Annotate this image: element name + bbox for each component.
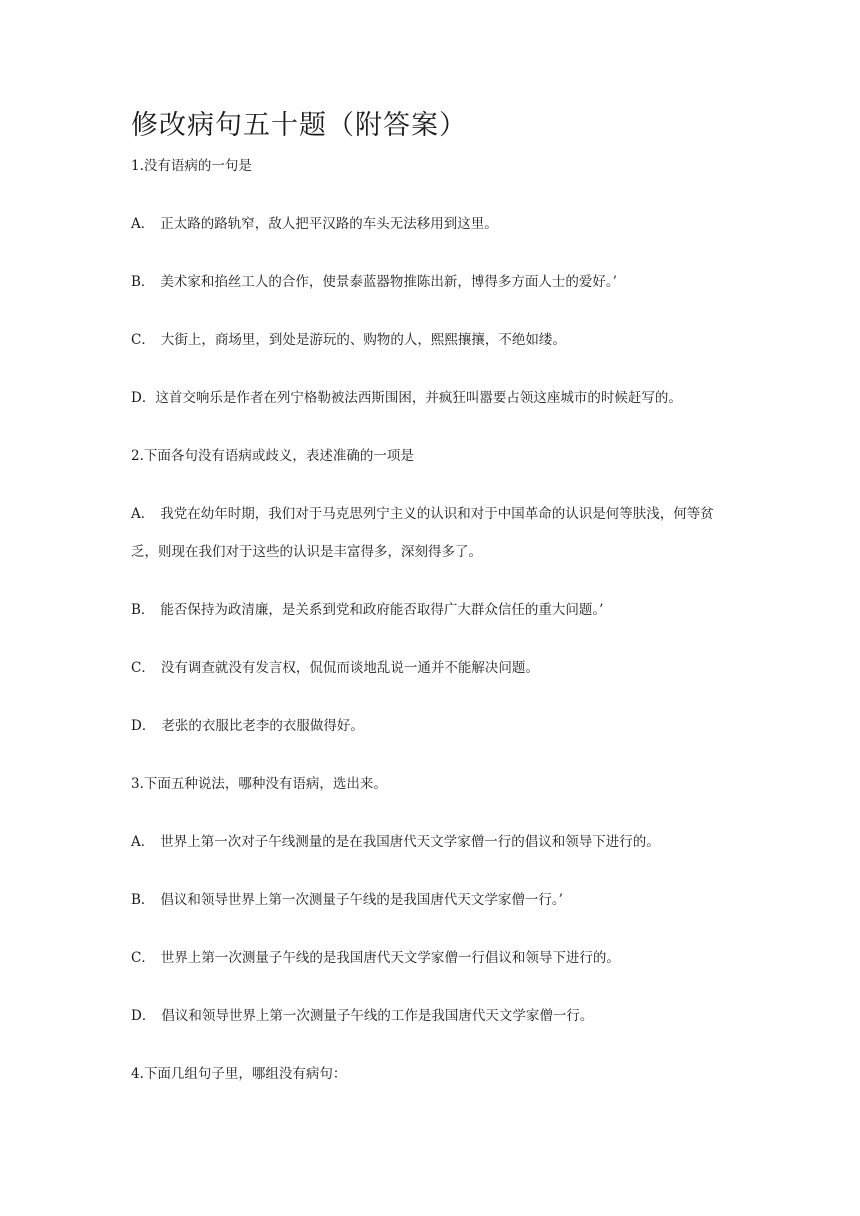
option-text: 正太路的路轨窄，敌人把平汉路的车头无法移用到这里。 (160, 216, 498, 232)
option-d (131, 1006, 731, 1026)
option-label: C． (131, 950, 155, 966)
option-text: 这首交响乐是作者在列宁格勒被法西斯围困，并疯狂叫嚣要占领这座城市的时候赶写的。 (155, 390, 682, 406)
option-b (131, 272, 731, 292)
option-d (131, 388, 731, 408)
option-label: B． (131, 274, 155, 290)
option-c (131, 658, 731, 678)
document-title: 修改病句五十题（附答案） (131, 110, 467, 141)
option-b (131, 600, 731, 620)
option-a (131, 832, 731, 852)
option-label: B． (131, 602, 155, 618)
option-label: B． (131, 892, 155, 908)
option-label: A． (131, 834, 155, 850)
option-c (131, 330, 731, 350)
option-a (131, 495, 731, 571)
question-1 (131, 156, 731, 408)
option-label: D． (131, 1008, 156, 1024)
question-3 (131, 774, 731, 1026)
option-b (131, 890, 731, 910)
option-label: C． (131, 660, 155, 676)
option-text: 倡议和领导世界上第一次测量子午线的是我国唐代天文学家僧一行。’ (160, 892, 563, 908)
option-text: 能否保持为政清廉，是关系到党和政府能否取得广大群众信任的重大问题。’ (160, 602, 604, 618)
option-text: 老张的衣服比老李的衣服做得好。 (161, 718, 364, 734)
option-text: 倡议和领导世界上第一次测量子午线的工作是我国唐代天文学家僧一行。 (161, 1008, 594, 1024)
option-label: D． (131, 390, 156, 406)
option-text: 美术家和掐丝工人的合作，使景泰蓝器物推陈出新，博得多方面人士的爱好。’ (160, 274, 617, 290)
option-label: A． (131, 506, 155, 522)
question-4 (131, 1064, 731, 1084)
question-2 (131, 446, 731, 736)
question-stem: 1.没有语病的一句是 (131, 158, 252, 174)
option-text: 我党在幼年时期，我们对于马克思列宁主义的认识和对于中国革命的认识是何等肤浅，何等贫乏，则现在我们对于这些的认识是丰富得多，深刻得多了。 (131, 506, 714, 560)
option-text: 世界上第一次测量子午线的是我国唐代天文学家僧一行倡议和领导下进行的。 (160, 950, 620, 966)
option-text: 大街上，商场里，到处是游玩的、购物的人，熙熙攘攘，不绝如缕。 (160, 332, 566, 348)
option-text: 世界上第一次对子午线测量的是在我国唐代天文学家僧一行的倡议和领导下进行的。 (160, 834, 660, 850)
question-stem: 3.下面五种说法，哪种没有语病，选出来。 (131, 776, 387, 792)
document-page (131, 108, 731, 1122)
option-label: D． (131, 718, 156, 734)
option-c (131, 948, 731, 968)
option-text: 没有调查就没有发言权，侃侃而谈地乱说一通并不能解决问题。 (160, 660, 539, 676)
option-d (131, 716, 731, 736)
question-stem: 4.下面几组句子里，哪组没有病句： (131, 1066, 347, 1082)
option-a (131, 214, 731, 234)
question-stem: 2.下面各句没有语病或歧义，表述准确的一项是 (131, 448, 414, 464)
option-label: A． (131, 216, 155, 232)
option-label: C． (131, 332, 155, 348)
